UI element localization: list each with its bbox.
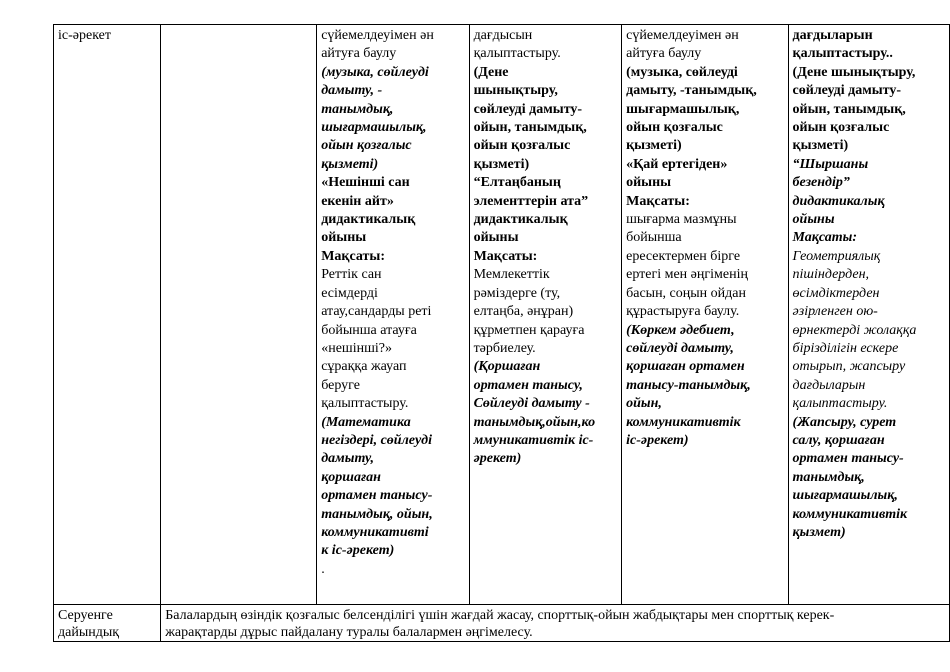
cell-text-line: ортамен танысу- (321, 488, 433, 504)
cell-text-line: (музыка, сөйлеуді (321, 64, 429, 80)
cell-text-line: қызметі) (321, 156, 379, 172)
cell-text-line: дидактикалық (321, 212, 416, 228)
cell-text-line: қызметі) (473, 156, 530, 172)
cell-text-line: (Дене шынықтыру, (792, 64, 916, 80)
cell-text-line: ойын қозғалыс (473, 138, 571, 154)
cell-text-line: ойын, (626, 396, 662, 412)
cell-text-line: сөйлеуді дамыту- (792, 83, 902, 99)
table-row (54, 25, 950, 605)
cell-text-line: коммуникативтік (792, 506, 908, 522)
cell-text-line: отырып, жапсыру (792, 359, 906, 375)
cell-text-line: бірізділігін ескере (792, 340, 899, 356)
cell-text-line: сөйлеуді дамыту, (626, 340, 734, 356)
row-label-line: Серуенге (58, 608, 113, 623)
cell-text-line: дамыту, - (321, 83, 383, 99)
cell-text-line: тәрбиелеу. (473, 340, 536, 356)
cell-text-line: «Қай ертегіден» (626, 156, 728, 172)
cell-text-line: ойын, танымдық, (473, 120, 587, 136)
cell-text-line: қызметі) (626, 138, 682, 154)
cell-text-line: пішіндерден, (792, 267, 870, 283)
cell-text-line: ойын қозғалыс (626, 120, 723, 136)
cell-text-line: “Шыршаны (792, 156, 869, 172)
cell-text-line: атау,сандарды реті (321, 304, 432, 320)
cell-text-line: танысу-танымдық, (626, 377, 751, 393)
cell-text-line: есімдерді (321, 285, 378, 301)
row-label-line: дайындық (58, 625, 120, 640)
activity-cell-3 (622, 25, 788, 605)
cell-text-line: Мақсаты: (321, 248, 385, 264)
cell-text-line: дағдыларын (792, 377, 866, 393)
cell-text-line: қоршаған ортамен (626, 359, 745, 375)
cell-text-line: (Көркем әдебиет, (626, 322, 735, 338)
cell-text-line: іс-әрекет) (626, 432, 689, 448)
cell-text-line: безендір” (792, 175, 850, 191)
cell-text-line: екенін айт» (321, 193, 394, 209)
cell-text-line: дағдысын (473, 28, 533, 43)
cell-text-line: сүйемелдеуімен ән (321, 28, 434, 43)
cell-text-line: танымдық, (792, 469, 865, 485)
cell-text-line: ертегі мен әңгіменің (626, 267, 748, 283)
schedule-table (53, 24, 950, 642)
cell-text-line: елтаңба, әнұран) (473, 304, 574, 320)
cell-text-line: ммуникативтік іс- (473, 432, 594, 448)
cell-text-line: ойын қозғалыс (792, 120, 890, 136)
cell-text-line: (Математика (321, 414, 411, 430)
cell-text-line: сөйлеуді дамыту- (473, 101, 583, 117)
cell-text-line: шығармашылық, (321, 120, 427, 136)
cell-text-line: беруге (321, 377, 360, 393)
cell-text-line: бойынша (626, 230, 682, 246)
cell-text-line: қызмет) (792, 524, 846, 540)
cell-text-line: Геометриялық (792, 248, 881, 264)
cell-text-line: коммуникативтік (626, 414, 741, 430)
cell-text-line: қалыптастыру. (792, 396, 888, 412)
cell-text-line: қоршаған (321, 469, 381, 485)
cell-text-line: қалыптастыру. (473, 46, 561, 62)
cell-text-line: Реттік сан (321, 267, 382, 283)
cell-text-line: (музыка, сөйлеуді (626, 64, 738, 80)
cell-text-line: өсімдіктерден (792, 285, 880, 301)
cell-text-line: ойын, танымдық, (792, 101, 906, 117)
cell-text-line: шығармашылық, (626, 101, 740, 117)
row-label-cell (54, 25, 161, 605)
cell-text-line: сұраққа жауап (321, 359, 407, 375)
cell-text-line: шығармашылық, (792, 488, 898, 504)
cell-text-line: Мақсаты: (792, 230, 858, 246)
cell-text-line: ересектермен бірге (626, 248, 741, 264)
cell-text-line: (Дене (473, 64, 509, 80)
cell-text-line: ортамен танысу- (792, 451, 904, 467)
cell-text-line: Сөйлеуді дамыту - (473, 396, 590, 412)
cell-text-line: (Қоршаған (473, 359, 541, 375)
cell-text-line: ойыны (321, 230, 367, 246)
table-row (54, 605, 950, 642)
cell-text-line: негіздері, сөйлеуді (321, 432, 432, 448)
cell-text-line: рәміздерге (ту, (473, 285, 561, 301)
cell-text-line: әрекет) (473, 451, 522, 467)
activity-cell-4 (788, 25, 949, 605)
cell-text-line: элементтерін ата” (473, 193, 589, 209)
cell-text-line: қызметі) (792, 138, 849, 154)
cell-text-line: ойын қозғалыс (321, 138, 412, 154)
cell-text-line: коммуникативті (321, 524, 429, 540)
row-label: іс-әрекет (58, 28, 111, 43)
activity-cell-1 (317, 25, 469, 605)
cell-text-line: «нешінші?» (321, 340, 392, 356)
cell-text-line: айтуға баулу (321, 46, 397, 62)
cell-text-line: Мақсаты: (626, 193, 690, 209)
cell-text-line: ортамен танысу, (473, 377, 583, 393)
cell-text-line: сүйемелдеуімен ән (626, 28, 739, 43)
cell-text-line: бойынша атауға (321, 322, 417, 338)
walk-prep-text-line: жарақтарды дұрыс пайдалану туралы балалармен әңгімелесу. (165, 625, 533, 640)
cell-text-line: дағдыларын (792, 28, 873, 43)
cell-text-line: «Нешінші сан (321, 175, 410, 191)
cell-text-line: ойыны (626, 175, 672, 191)
cell-text-line: құрастыруға баулу. (626, 304, 740, 320)
cell-text-line: Мақсаты: (473, 248, 538, 264)
cell-text-line: ойыны (473, 230, 519, 246)
cell-text-line: ойыны (792, 212, 835, 228)
cell-text-line: салу, қоршаған (792, 432, 885, 448)
cell-text-line: дидактикалық (473, 212, 568, 228)
walk-prep-text-line: Балалардың өзіндік қозғалыс белсенділігі үшін жағдай жасау, спорттық-ойын жабдықтары мен спорттық керек- (165, 608, 835, 623)
cell-text-line: дамыту, (321, 451, 375, 467)
cell-text-line: құрметпен қарауға (473, 322, 585, 338)
cell-text-line: “Елтаңбаның (473, 175, 561, 191)
row-label-cell (54, 605, 161, 642)
cell-text-line: танымдық,ойын,ко (473, 414, 596, 430)
cell-text-line: өрнектерді жолаққа (792, 322, 917, 338)
cell-text-line: шынықтыру, (473, 83, 558, 99)
walk-prep-cell (161, 605, 950, 642)
cell-text-line: к іс-әрекет) (321, 543, 395, 559)
cell-text-line: айтуға баулу (626, 46, 702, 62)
cell-text-line: Мемлекеттік (473, 267, 550, 283)
cell-text-line: қалыптастыру.. (792, 46, 893, 62)
cell-text-line: . (321, 561, 325, 577)
cell-text-line: танымдық, ойын, (321, 506, 433, 522)
cell-text-line: дидактикалық (792, 193, 885, 209)
activity-cell-2 (469, 25, 622, 605)
cell-text-line: қалыптастыру. (321, 396, 409, 412)
empty-cell (161, 25, 317, 605)
cell-text-line: (Жапсыру, сурет (792, 414, 897, 430)
cell-text-line: басын, соңын ойдан (626, 285, 746, 301)
cell-text-line: дамыту, -танымдық, (626, 83, 757, 99)
cell-text-line: әзірленген ою- (792, 304, 878, 320)
cell-text-line: шығарма мазмұны (626, 212, 737, 228)
cell-text-line: танымдық, (321, 101, 394, 117)
